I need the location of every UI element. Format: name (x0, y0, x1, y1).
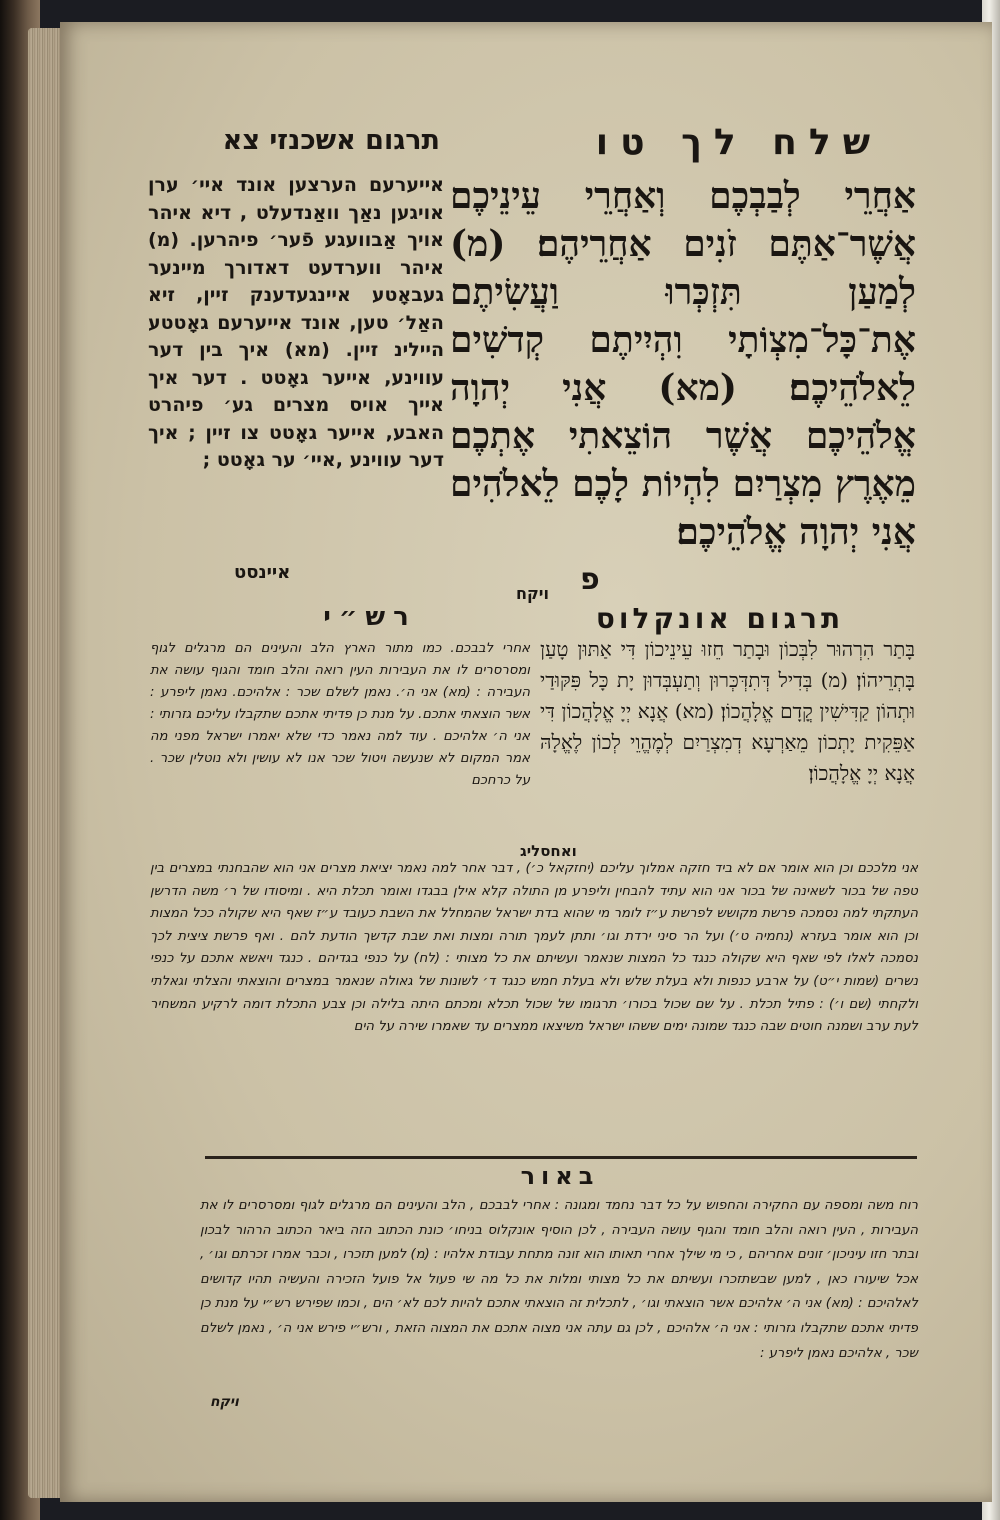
parashah-pe-mark: פ (580, 562, 600, 597)
targum-ashkenazi-head: תרגום אשכנזי צא (222, 125, 440, 156)
book-page (60, 22, 992, 1502)
beur-commentary: רוח משה ומספה עם החקירה והחפוש על כל דבר נחמד ומגונה : אחרי לבבכם , הלב והעינים הם מרגלים לגוף ומסרסרים לו את העבירות , העין רואה והלב חומד והגוף עושה העבירה , לכן הוסיף אונקלוס בניחו׳ כונת הכתוב הזה ביאר הכתוב הרהור לבכון ובתר חזו עיניכון׳ זונים אחריהם , כי מי שילך אחרי תאותו הוא זונה מתחת עבודת אלהיו : (מ) למען תזכרו , וכבר אמרו זכרתם וגו׳ , אכל שיעורו כאן , למען שבשתזכרו ועשיתם את כל מצותי ומלות את כל מה שי פעול אל פועל הזכירה והעשיה תהיו קדושים לאלהיכם : (מא) אני ה׳ אלהיכם אשר הוצאתי וגו׳ , לתכלית זה הוצאתי אתכם להיות לכם לא׳ הים , וכמו שפירש רש״י על מנת כן פדיתי אתכם שתקבלו גזרותי : אני ה׳ אלהיכם , לכן גם עתה אני מצוה אתכם את המצוה הזאת , ורש״י פירש אני ה׳ , נאמן לשלם שכר , אלהיכם נאמן ליפרע : (200, 1198, 918, 1361)
chapter-running-head: שלח לך טו (595, 122, 882, 163)
onkelos-text: בָּתַר הִרְהוּר לִבְּכוֹן וּבָתַר חֵזוּ עֵינֵיכוֹן דִּי אַתּוּן טָעַן בָּתְרֵיהוֹן׃ (מ) בְּדִיל דְּתִדְּכְּרוּן וְתַעְבְּדוּן יָת כָּל פִּקּוּדַי וּתְהוֹן קַדִּישִׁין קֳדָם אֱלָהֲכוֹן׃ (מא) אֲנָא יְיָ אֱלָהֲכוֹן דִּי אַפֵּקִית יָתְכוֹן מֵאַרְעָא דְמִצְרַיִם לְמֶהֱוֵי לְכוֹן לֶאֱלָהּ אֲנָא יְיָ אֱלָהֲכוֹן׃ (540, 637, 915, 785)
rashi-commentary-column: אחרי לבבכם. כמו מתור הארץ הלב והעינים הם מרגלים לגוף ומסרסרים לו את העבירות העין רואה והלב חומד והגוף עושה את העבירה : (מא) אני ה׳. נאמן לשלם שכר : אלהיכם. נאמן ליפרע : אשר הוצאתי אתכם. על מנת כן פדיתי אתכם שתקבלו עליכם גזרותי : אני ה׳ אלהיכם . עוד למה נאמר כדי שלא יאמרו ישראל מפני מה אמר המקום לא שנעשה ויטול שכר אנו לא עושין ולא נוטלין שכר . על כרחכם (150, 641, 530, 788)
targum-onkelos-head: תרגום אונקלוס (595, 602, 845, 635)
yiddish-translation: אייערעם הערצען אונד איי׳ ערן אויגען נאַך וואַנדעלט , דיא איהר אויך אַבוועגע פֿער׳ פיהרען. (מ) איהר ווערדעט דאדורך מיינער געבאָטע איינגעדענק זיין, זיא האַל׳ טען, אונד אייערעם גאָטטע היילינ זיין. (מא) איך בין דער עווינע, אייער גאָטט . דער איך אייך אויס מצרים גע׳ פיהרט האבע, אייער גאָטט צו זיין ; איך דער עווינע ,איי׳ ער גאָטט ; (148, 174, 444, 471)
catchword-einst: איינסט (234, 562, 291, 583)
catchword-vayikach: ויקח (516, 584, 549, 603)
torah-verse-text: אַחֲרֵי לְבַבְכֶם וְאַחֲרֵי עֵינֵיכֶם אֲשֶׁר־אַתֶּם זֹנִים אַחֲרֵיהֶם׃ (מ) לְמַעַן תִּזְכְּרוּ וַעֲשִׂיתֶם אֶת־כָּל־מִצְוֹתָי וִהְיִיתֶם קְדשִׁים לֵאלֹהֵיכֶם׃ (מא) אֲנִי יְהוָה אֱלֹהֵיכֶם אֲשֶׁר הוֹצֵאתִי אֶתְכֶם מֵאֶרֶץ מִצְרַיִם לִהְיוֹת לָכֶם לֵאלֹהִים אֲנִי יְהוָה אֱלֹהֵיכֶם׃ (450, 175, 916, 553)
catchword-bottom: ויקח (210, 1394, 239, 1410)
beur-head: באור (520, 1162, 600, 1190)
catchword-veachsalig: ואחסליג (520, 842, 577, 860)
section-divider (205, 1156, 917, 1159)
rashi-head: רש״י (323, 602, 417, 632)
rashi-commentary-wide: אני מלככם וכן הוא אומר אם לא ביד חזקה אמלוך עליכם (יחזקאל כ׳) , דבר אחר למה נאמר יציאת מצרים אני הוא שהבחנתי במצרים בין טפה של בכור לשאינה של בכור אני הוא עתיד להבחין וליפרע מן התולה קלא אילן בבגדו ואומר תכלת היא . ומיסודו של ר׳ משה הדרשן העתקתי למה נסמכה פרשת מקושש לפרשת ע״ז לומר מי שהוא בדת ישראל שהמחלל את השבת כעובד ע״ז שאף היא שקולה ככל המצות וכן הוא אומר בעזרא (נחמיה ט׳) ועל הר סיני ירדת וגו׳ ותתן לעמך תורה ומצות ואת שבת קדשך הודעת להם . ואף פרשת ציצית לכך נסמכה לאלו לפי שאף היא שקולה כנגד כל המצות שנאמר ועשיתם את כל מצותי : (לח) על כנפי בגדיהם . כנגד ויאשא אתכם על כנפי נשרים (שמות י״ט) על ארבע כנפות ולא בעלת שלש ולא בעלת חמש כנגד ד׳ לשונות של גאולה שנאמר במצרים והוצאתי והצלתי וגאלתי ולקחתי (שם ו׳) : פתיל תכלת . על שם שכול בכורו׳ תרגומו של שכול תכלא ומכתם היתה בלילה וכן צבע התכלת דומה לרקיע המשחיר לעת ערב ושמנה חוטים שבה כנגד שמונה ימים ששהו ישראל משיצאו ממצרים עד שאמרו שירה על הים (150, 861, 918, 1035)
